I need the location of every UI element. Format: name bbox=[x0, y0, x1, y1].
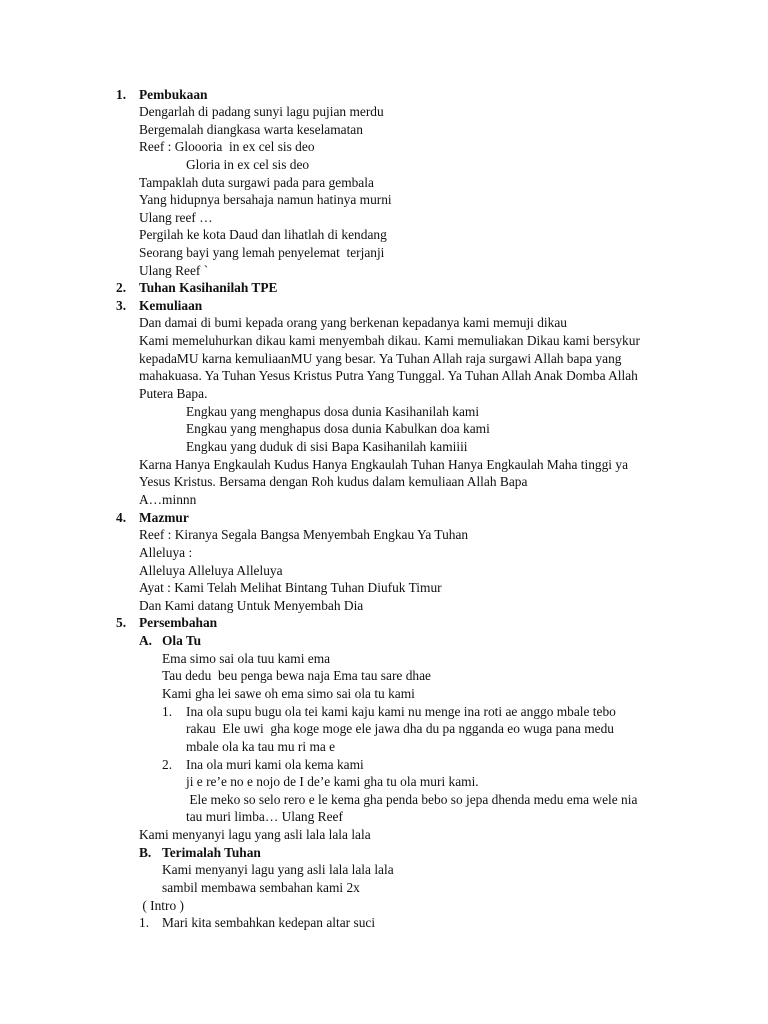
list-number-4: 4. bbox=[116, 510, 127, 525]
sublist-letter-a: A. bbox=[139, 633, 153, 648]
text-line: Ele meko so selo rero e le kema gha penda bebo so jepa dhenda medu ema wele nia bbox=[186, 792, 638, 807]
text-line: Kami gha lei sawe oh ema simo sai ola tu kami bbox=[162, 686, 415, 701]
text-line: Tampaklah duta surgawi pada para gembala bbox=[139, 175, 374, 190]
section-heading-persembahan: Persembahan bbox=[139, 615, 218, 630]
text-line: Yang hidupnya bersahaja namun hatinya murni bbox=[139, 192, 392, 207]
text-line: mbale ola ka tau mu ri ma e bbox=[186, 739, 336, 754]
text-line: Dan Kami datang Untuk Menyembah Dia bbox=[139, 598, 364, 613]
text-line: Seorang bayi yang lemah penyelemat terjanji bbox=[139, 245, 385, 260]
text-line: Gloria in ex cel sis deo bbox=[186, 157, 310, 172]
text-line: Ina ola supu bugu ola tei kami kaju kami nu menge ina roti ae anggo mbale tebo bbox=[186, 704, 616, 719]
verse-number-2: 2. bbox=[162, 757, 173, 772]
text-line: tau muri limba… Ulang Reef bbox=[186, 809, 343, 824]
text-line: Kami memeluhurkan dikau kami menyembah dikau. Kami memuliakan Dikau kami bersykur bbox=[139, 333, 640, 348]
verse-number-1: 1. bbox=[162, 704, 173, 719]
text-line: Tau dedu beu penga bewa naja Ema tau sare dhae bbox=[162, 668, 431, 683]
section-heading-tuhan-kasihanilah: Tuhan Kasihanilah TPE bbox=[139, 280, 278, 295]
text-line: Pergilah ke kota Daud dan lihatlah di kendang bbox=[139, 227, 387, 242]
subheading-terimalah-tuhan: Terimalah Tuhan bbox=[162, 845, 261, 860]
text-line: Ema simo sai ola tuu kami ema bbox=[162, 651, 331, 666]
section-heading-kemuliaan: Kemuliaan bbox=[139, 298, 203, 313]
intro-note: ( Intro ) bbox=[139, 898, 184, 913]
section-heading-pembukaan: Pembukaan bbox=[139, 87, 208, 102]
text-line: Mari kita sembahkan kedepan altar suci bbox=[162, 915, 376, 930]
text-line: Alleluya : bbox=[139, 545, 193, 560]
list-number-1: 1. bbox=[116, 87, 127, 102]
sublist-letter-b: B. bbox=[139, 845, 152, 860]
section-heading-mazmur: Mazmur bbox=[139, 510, 189, 525]
text-line: Karna Hanya Engkaulah Kudus Hanya Engkaulah Tuhan Hanya Engkaulah Maha tinggi ya bbox=[139, 457, 629, 472]
text-line: A…minnn bbox=[139, 492, 197, 507]
text-line: Reef : Kiranya Segala Bangsa Menyembah Engkau Ya Tuhan bbox=[139, 527, 469, 542]
list-number-2: 2. bbox=[116, 280, 127, 295]
subheading-ola-tu: Ola Tu bbox=[162, 633, 202, 648]
text-line: ji e re’e no e nojo de I de’e kami gha tu ola muri kami. bbox=[186, 774, 479, 789]
text-line: Ulang Reef ` bbox=[139, 263, 209, 278]
text-line: Reef : Gloooria in ex cel sis deo bbox=[139, 139, 315, 154]
verse-number-1: 1. bbox=[139, 915, 150, 930]
text-line: Engkau yang duduk di sisi Bapa Kasihanilah kamiiii bbox=[186, 439, 468, 454]
text-line: Engkau yang menghapus dosa dunia Kabulkan doa kami bbox=[186, 421, 490, 436]
text-line: mahakuasa. Ya Tuhan Yesus Kristus Putra Yang Tunggal. Ya Tuhan Allah Anak Domba Allah bbox=[139, 368, 638, 383]
text-line: Ulang reef … bbox=[139, 210, 213, 225]
text-line: Ayat : Kami Telah Melihat Bintang Tuhan Diufuk Timur bbox=[139, 580, 442, 595]
list-number-5: 5. bbox=[116, 615, 127, 630]
text-line: Kami menyanyi lagu yang asli lala lala lala bbox=[139, 827, 371, 842]
text-line: kepadaMU karna kemuliaanMU yang besar. Ya Tuhan Allah raja surgawi Allah bapa yang bbox=[139, 351, 622, 366]
text-line: Yesus Kristus. Bersama dengan Roh kudus dalam kemuliaan Allah Bapa bbox=[139, 474, 528, 489]
text-line: Putera Bapa. bbox=[139, 386, 208, 401]
text-line: sambil membawa sembahan kami 2x bbox=[162, 880, 360, 895]
list-number-3: 3. bbox=[116, 298, 127, 313]
text-line: Dengarlah di padang sunyi lagu pujian merdu bbox=[139, 104, 384, 119]
text-line: Alleluya Alleluya Alleluya bbox=[139, 563, 283, 578]
text-line: Ina ola muri kami ola kema kami bbox=[186, 757, 364, 772]
text-line: Dan damai di bumi kepada orang yang berkenan kepadanya kami memuji dikau bbox=[139, 315, 567, 330]
text-line: Kami menyanyi lagu yang asli lala lala lala bbox=[162, 862, 394, 877]
text-line: rakau Ele uwi gha koge moge ele jawa dha du pa ngganda eo wuga pana medu bbox=[186, 721, 614, 736]
text-line: Engkau yang menghapus dosa dunia Kasihanilah kami bbox=[186, 404, 480, 419]
text-line: Bergemalah diangkasa warta keselamatan bbox=[139, 122, 363, 137]
